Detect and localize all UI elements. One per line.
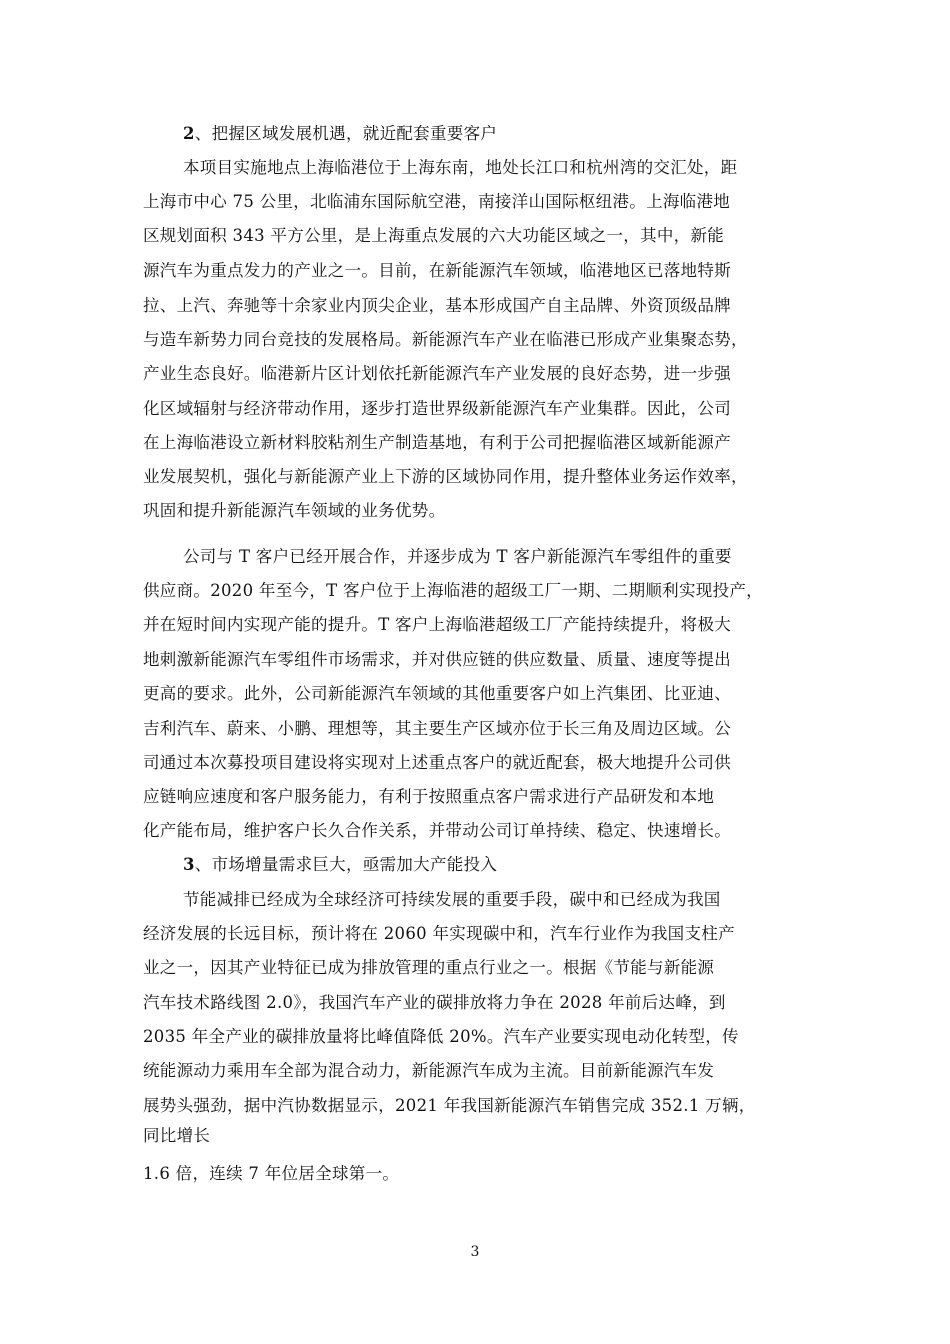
paragraph-line: 源汽车为重点发力的产业之一。目前，在新能源汽车领域，临港地区已落地特斯	[143, 261, 731, 280]
paragraph-line: 同比增长	[143, 1126, 211, 1145]
paragraph-line: 吉利汽车、蔚来、小鹏、理想等，其主要生产区域亦位于长三角及周边区域。公	[143, 719, 731, 738]
section-2-number: 2	[183, 124, 195, 143]
section-3-heading	[183, 855, 497, 875]
paragraph-line: 地刺激新能源汽车零组件市场需求，并对供应链的供应数量、质量、速度等提出	[143, 650, 731, 669]
paragraph-line: 司通过本次募投项目建设将实现对上述重点客户的就近配套，极大地提升公司供	[143, 753, 731, 772]
paragraph-line: 节能减排已经成为全球经济可持续发展的重要手段，碳中和已经成为我国	[183, 890, 721, 909]
paragraph-line: 上海市中心 75 公里，北临浦东国际航空港，南接洋山国际枢纽港。上海临港地	[143, 192, 731, 211]
paragraph-line: 在上海临港设立新材料胶粘剂生产制造基地，有利于公司把握临港区域新能源产	[143, 433, 731, 452]
paragraph-line: 公司与 T 客户已经开展合作，并逐步成为 T 客户新能源汽车零组件的重要	[183, 547, 732, 566]
paragraph-line: 区规划面积 343 平方公里，是上海重点发展的六大功能区域之一，其中，新能	[143, 226, 725, 245]
paragraph-line: 巩固和提升新能源汽车领域的业务优势。	[143, 501, 446, 520]
paragraph-line: 化区域辐射与经济带动作用，逐步打造世界级新能源汽车产业集群。因此，公司	[143, 399, 731, 418]
paragraph-line: 展势头强劲，据中汽协数据显示，2021 年我国新能源汽车销售完成 352.1 万辆，	[143, 1096, 756, 1115]
paragraph-line: 并在短时间内实现产能的提升。T 客户上海临港超级工厂产能持续提升，将极大	[143, 615, 732, 634]
paragraph-line: 2035 年全产业的碳排放量将比峰值降低 20%。汽车产业要实现电动化转型，传	[143, 1027, 739, 1046]
paragraph-line: 与造车新势力同台竞技的发展格局。新能源汽车产业在临港已形成产业集聚态势，	[143, 330, 748, 349]
paragraph-line: 汽车技术路线图 2.0》，我国汽车产业的碳排放将力争在 2028 年前后达峰，到	[143, 993, 726, 1012]
paragraph-line: 统能源动力乘用车全部为混合动力，新能源汽车成为主流。目前新能源汽车发	[143, 1061, 715, 1080]
paragraph-line: 本项目实施地点上海临港位于上海东南，地处长江口和杭州湾的交汇处，距	[183, 158, 738, 177]
section-2-title: 、把握区域发展机遇，就近配套重要客户	[194, 124, 498, 143]
paragraph-line: 更高的要求。此外，公司新能源汽车领域的其他重要客户如上汽集团、比亚迪、	[143, 684, 731, 703]
paragraph-line: 拉、上汽、奔驰等十余家业内顶尖企业，基本形成国产自主品牌、外资顶级品牌	[143, 296, 731, 315]
paragraph-line: 业发展契机，强化与新能源产业上下游的区域协同作用，提升整体业务运作效率，	[143, 467, 748, 486]
paragraph-line: 化产能布局，维护客户长久合作关系，并带动公司订单持续、稳定、快速增长。	[143, 821, 731, 840]
section-3-title: 、市场增量需求巨大，亟需加大产能投入	[194, 855, 498, 874]
paragraph-line: 供应商。2020 年至今，T 客户位于上海临港的超级工厂一期、二期顺利实现投产，	[143, 581, 763, 600]
paragraph-line: 产业生态良好。临港新片区计划依托新能源汽车产业发展的良好态势，进一步强	[143, 364, 731, 383]
paragraph-line: 1.6 倍，连续 7 年位居全球第一。	[143, 1164, 400, 1183]
paragraph-line: 经济发展的长远目标，预计将在 2060 年实现碳中和，汽车行业作为我国支柱产	[143, 924, 735, 943]
paragraph-line: 业之一，因其产业特征已成为排放管理的重点行业之一。根据《节能与新能源	[143, 958, 715, 977]
page-number: 3	[470, 1244, 480, 1260]
section-3-number: 3	[183, 855, 195, 874]
section-2-heading	[183, 124, 497, 144]
paragraph-line: 应链响应速度和客户服务能力，有利于按照重点客户需求进行产品研发和本地	[143, 787, 715, 806]
